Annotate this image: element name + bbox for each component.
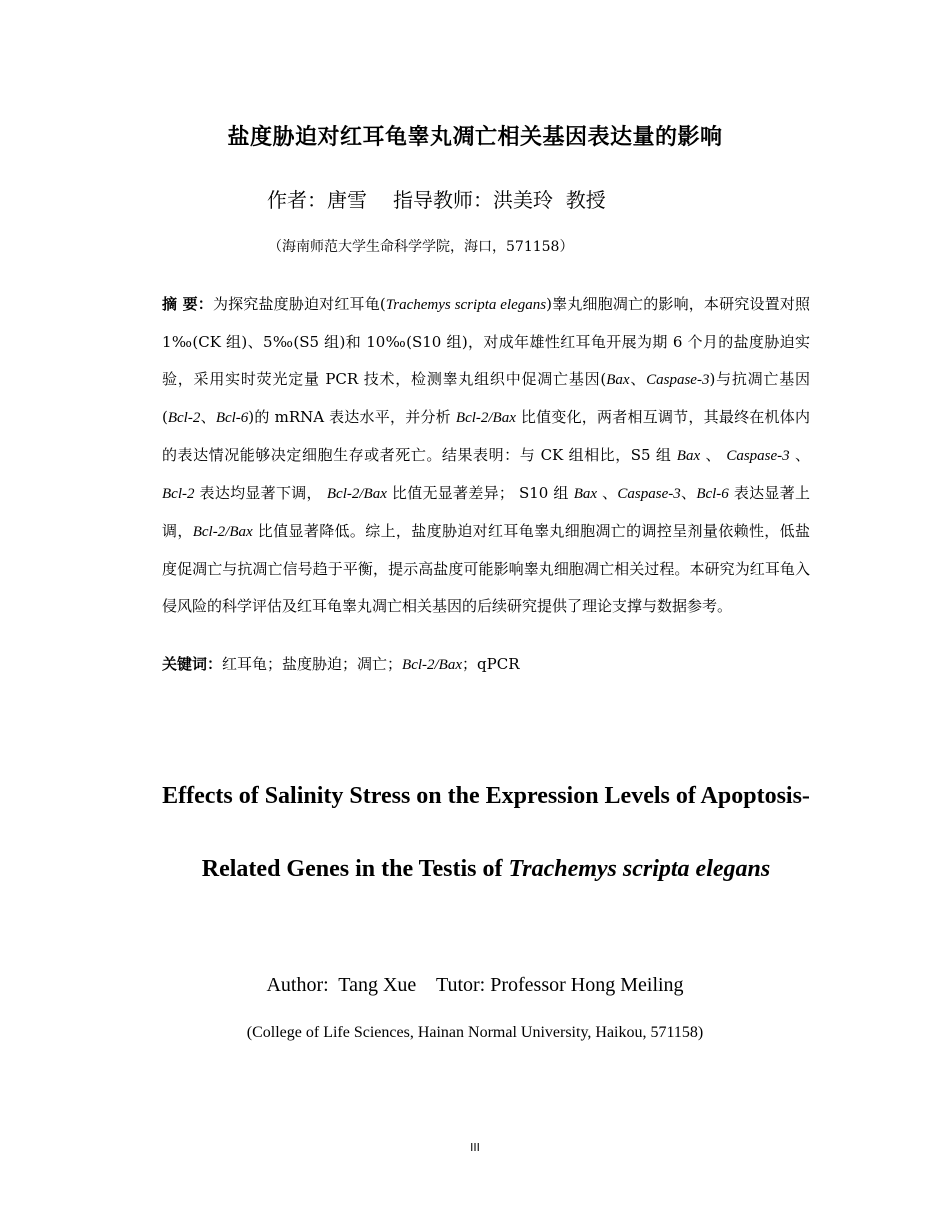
abstract-text: 、 — [597, 484, 618, 502]
abstract-text: )睾丸细胞凋亡的影响，本研究设置对照 1‰(CK 组)、5‰(S5 组)和 10‰(S10 组)，对成年雄性红耳龟开展为期 6 个月的盐度胁迫实验，采用实时荧光定量 PCR 技术，检测睾丸组织中促凋亡基因( — [162, 295, 810, 388]
gene-name: Bax — [573, 486, 598, 502]
gene-name: Bcl-2 — [167, 410, 201, 426]
abstract-text: 表达均显著下调， — [194, 484, 327, 502]
gene-name: Caspase-3 — [617, 486, 681, 502]
gene-name: Caspase-3 — [646, 372, 710, 388]
abstract-text: )与抗凋亡基因( — [162, 370, 810, 426]
english-title — [150, 760, 822, 906]
abstract-text: )的 mRNA 表达水平，并分析 — [248, 408, 456, 426]
keywords-ratio: Bcl-2/Bax — [402, 657, 463, 673]
gene-name: Bax — [676, 448, 701, 464]
abstract-label: 摘 要： — [162, 295, 213, 313]
gene-name: Bcl-6 — [215, 410, 249, 426]
english-title-line1: Effects of Salinity Stress on the Expression Levels of — [162, 783, 696, 809]
chinese-author: 作者：唐雪 — [267, 188, 367, 212]
abstract-text: 、 — [789, 446, 810, 464]
gene-name: Bcl-6 — [696, 486, 729, 502]
english-affiliation: (College of Life Sciences, Hainan Normal University, Haikou, 571158) — [246, 1024, 704, 1041]
chinese-abstract — [162, 286, 810, 625]
abstract-text: 、 — [700, 446, 727, 464]
english-title-species: Trachemys scripta elegans — [508, 856, 771, 882]
english-title-line2: Apoptosis-Related Genes in the Testis of — [201, 783, 810, 882]
keywords-label: 关键词： — [162, 655, 223, 673]
english-author: Author: Tang Xue — [266, 974, 417, 996]
gene-ratio: Bcl-2/Bax — [192, 524, 253, 540]
keywords-text: ；qPCR — [462, 655, 520, 673]
chinese-keywords — [162, 653, 810, 674]
english-author-line — [0, 974, 950, 997]
abstract-text: 为探究盐度胁迫对红耳龟( — [212, 295, 386, 313]
chinese-title: 盐度胁迫对红耳龟睾丸凋亡相关基因表达量的影响 — [227, 125, 723, 150]
abstract-text: 表达显著上调， — [162, 484, 810, 540]
abstract-text: 比值无显著差异； S10 组 — [386, 484, 574, 502]
gene-ratio: Bcl-2/Bax — [455, 410, 516, 426]
chinese-tutor: 指导教师：洪美玲 教授 — [393, 188, 606, 212]
gene-ratio: Bcl-2/Bax — [326, 486, 387, 502]
gene-name: Bcl-2 — [162, 486, 195, 502]
chinese-affiliation: （海南师范大学生命科学学院，海口，571158） — [268, 239, 574, 255]
page-number: III — [470, 1141, 480, 1154]
abstract-text: 、 — [629, 370, 647, 388]
english-tutor: Tutor: Professor Hong Meiling — [435, 974, 684, 996]
abstract-species: Trachemys scripta elegans — [385, 297, 547, 313]
keywords-text: 红耳龟；盐度胁迫；凋亡； — [222, 655, 403, 673]
abstract-text: 比值显著降低。综上，盐度胁迫对红耳龟睾丸细胞凋亡的调控呈剂量依赖性，低盐度促凋亡与抗凋亡信号趋于平衡，提示高盐度可能影响睾丸细胞凋亡相关过程。本研究为红耳龟入侵风险的科学评估及红耳龟睾丸凋亡相关基因的后续研究提供了理论支撑与数据参考。 — [162, 522, 810, 615]
abstract-text: 、 — [680, 484, 697, 502]
gene-name: Caspase-3 — [726, 448, 790, 464]
abstract-text: 比值变化，两者相互调节，其最终在机体内的表达情况能够决定细胞生存或者死亡。结果表明：与 CK 组相比，S5 组 — [162, 408, 810, 464]
abstract-text: 、 — [200, 408, 216, 426]
gene-name: Bax — [606, 372, 630, 388]
chinese-author-line — [267, 184, 606, 213]
